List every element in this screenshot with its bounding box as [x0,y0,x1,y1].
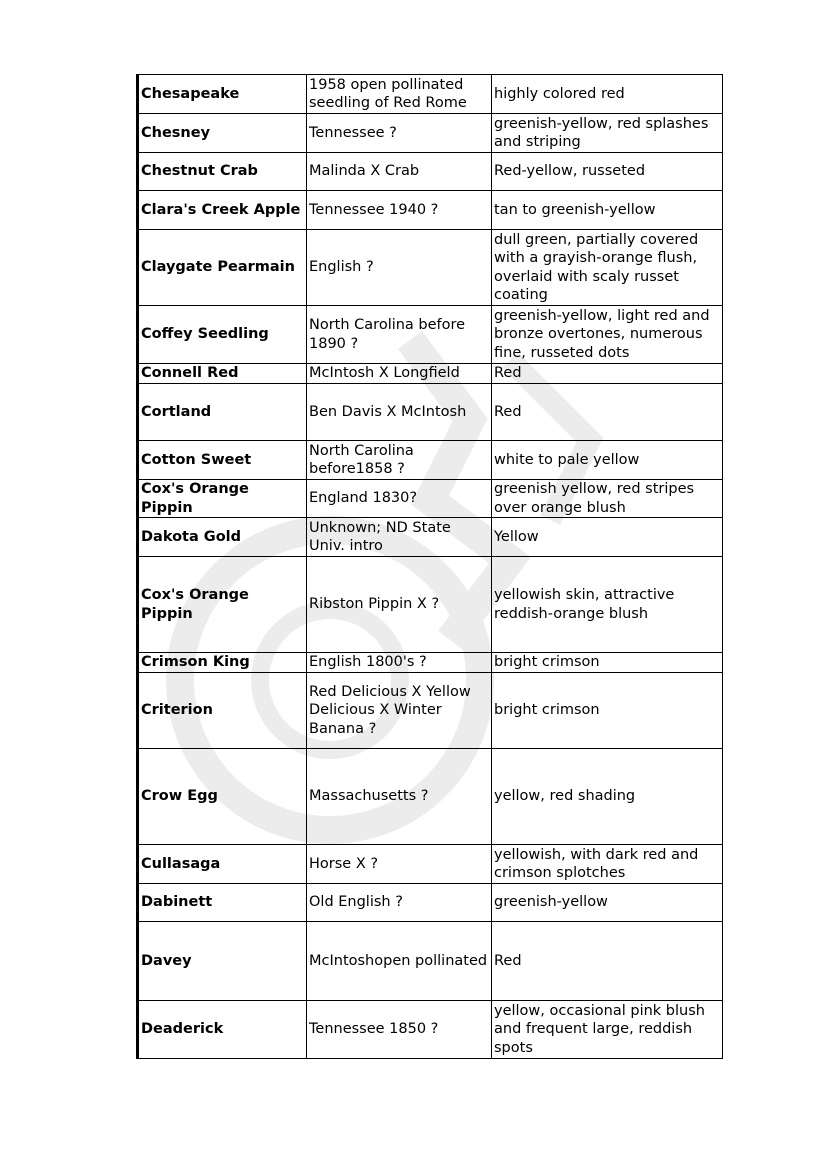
table-row [138,922,723,1001]
table-row [138,191,723,230]
origin-cell: Malinda X Crab [307,153,492,191]
table-row [138,384,723,441]
table-row [138,673,723,749]
table-row [138,845,723,884]
color-cell: greenish-yellow, light red and bronze overtones, numerous fine, russeted dots [492,306,723,364]
table-row [138,480,723,518]
origin-cell: Tennessee 1850 ? [307,1001,492,1059]
table-row [138,441,723,480]
origin-cell: 1958 open pollinated seedling of Red Rome [307,75,492,114]
variety-name: Clara's Creek Apple [138,191,307,230]
table-row [138,1001,723,1059]
origin-cell: Old English ? [307,884,492,922]
apple-variety-table [136,74,723,1059]
origin-cell: Massachusetts ? [307,749,492,845]
table-row [138,230,723,306]
color-cell: Red [492,922,723,1001]
origin-cell: English 1800's ? [307,653,492,673]
variety-name: Deaderick [138,1001,307,1059]
variety-name: Coffey Seedling [138,306,307,364]
variety-name: Cox's Orange Pippin [138,557,307,653]
color-cell: highly colored red [492,75,723,114]
origin-cell: Red Delicious X Yellow Delicious X Winter Banana ? [307,673,492,749]
color-cell: Red-yellow, russeted [492,153,723,191]
table-row [138,518,723,557]
variety-name: Dakota Gold [138,518,307,557]
origin-cell: Tennessee 1940 ? [307,191,492,230]
table-row [138,364,723,384]
table-row [138,306,723,364]
color-cell: yellowish, with dark red and crimson splotches [492,845,723,884]
origin-cell: Ben Davis X McIntosh [307,384,492,441]
color-cell: dull green, partially covered with a grayish-orange flush, overlaid with scaly russet coating [492,230,723,306]
color-cell: bright crimson [492,653,723,673]
variety-name: Crow Egg [138,749,307,845]
variety-name: Cotton Sweet [138,441,307,480]
color-cell: greenish-yellow, red splashes and striping [492,114,723,153]
variety-name: Dabinett [138,884,307,922]
origin-cell: Horse X ? [307,845,492,884]
color-cell: Red [492,364,723,384]
table-row [138,153,723,191]
variety-name: Criterion [138,673,307,749]
origin-cell: North Carolina before1858 ? [307,441,492,480]
color-cell: yellowish skin, attractive reddish-orange blush [492,557,723,653]
color-cell: yellow, occasional pink blush and frequent large, reddish spots [492,1001,723,1059]
origin-cell: England 1830? [307,480,492,518]
variety-name: Chesapeake [138,75,307,114]
color-cell: white to pale yellow [492,441,723,480]
table-row [138,557,723,653]
variety-name: Connell Red [138,364,307,384]
origin-cell: McIntoshopen pollinated [307,922,492,1001]
color-cell: tan to greenish-yellow [492,191,723,230]
color-cell: Red [492,384,723,441]
origin-cell: Ribston Pippin X ? [307,557,492,653]
color-cell: bright crimson [492,673,723,749]
table-row [138,653,723,673]
origin-cell: McIntosh X Longfield [307,364,492,384]
color-cell: greenish yellow, red stripes over orange blush [492,480,723,518]
table-row [138,884,723,922]
color-cell: Yellow [492,518,723,557]
variety-name: Davey [138,922,307,1001]
variety-name: Cortland [138,384,307,441]
variety-name: Crimson King [138,653,307,673]
origin-cell: English ? [307,230,492,306]
table-row [138,749,723,845]
variety-name: Cox's Orange Pippin [138,480,307,518]
variety-name: Cullasaga [138,845,307,884]
table-row [138,114,723,153]
color-cell: greenish-yellow [492,884,723,922]
origin-cell: North Carolina before 1890 ? [307,306,492,364]
variety-name: Claygate Pearmain [138,230,307,306]
variety-name: Chestnut Crab [138,153,307,191]
variety-name: Chesney [138,114,307,153]
table-row [138,75,723,114]
origin-cell: Unknown; ND State Univ. intro [307,518,492,557]
color-cell: yellow, red shading [492,749,723,845]
origin-cell: Tennessee ? [307,114,492,153]
